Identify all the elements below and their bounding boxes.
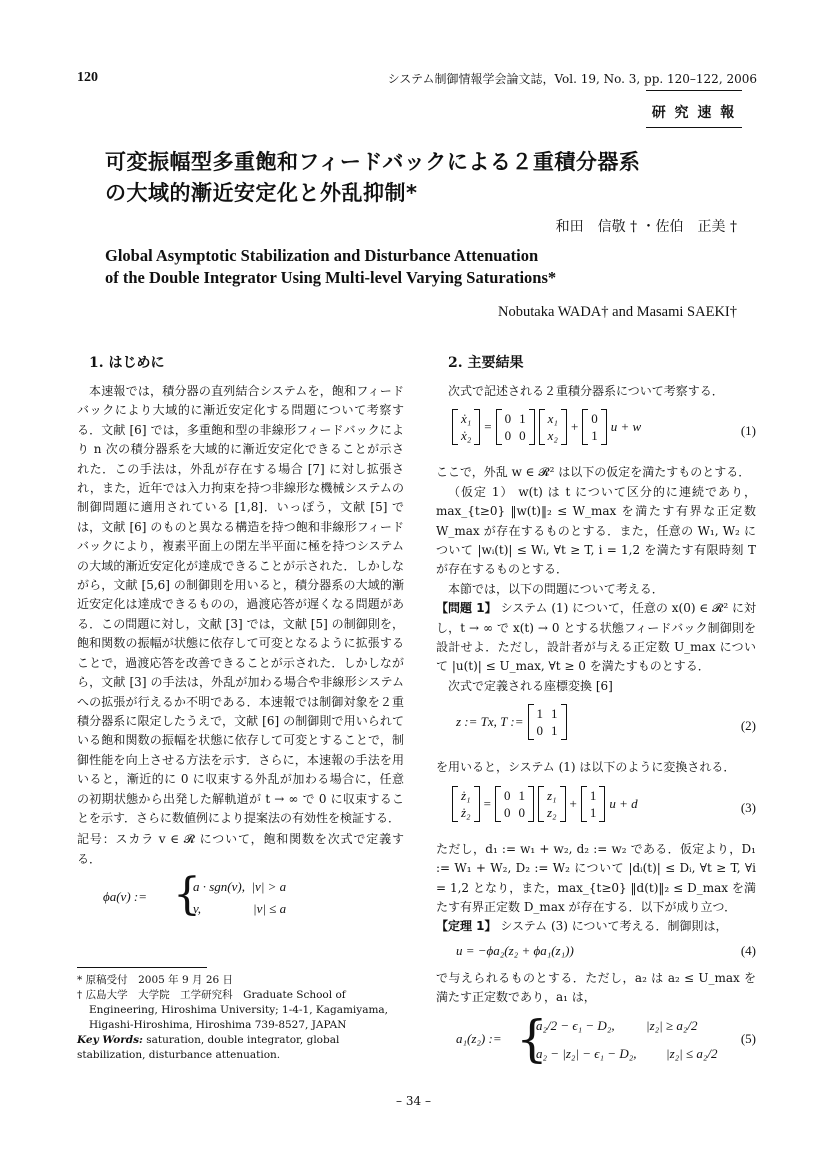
eq2-lhs: z := Tx, T :=	[456, 714, 524, 730]
eq5-brace: {	[516, 1009, 548, 1068]
saturation-definition	[77, 869, 404, 925]
equation-3: ż₁ ż₂ = 0 1 0 0 z₁ z₂ + 1 1 u + d (3)	[436, 784, 756, 834]
eq5-case2-cond: |z₂| ≤ a₂/2	[666, 1045, 718, 1061]
eq5-case1-cond: |z₂| ≥ a₂/2	[646, 1017, 698, 1033]
eq3-number: (3)	[740, 799, 756, 815]
problem-1	[436, 599, 756, 677]
footer-page: – 34 –	[396, 1094, 431, 1108]
results-intro: 次式で記述される２重積分器系について考察する．	[448, 384, 724, 398]
notation-paragraph: 記号：スカラ v ∈ 𝓡 について，飽和関数を次式で定義する．	[77, 832, 404, 866]
left-column	[77, 352, 404, 925]
sat-case1: a · sgn(v), |v| > a	[193, 879, 287, 895]
equation-2: z := Tx, T := 1 1 0 1 (2)	[456, 706, 756, 739]
eq4-number: (4)	[740, 942, 756, 958]
problem-text: システム (1) について，任意の x(0) ∈ 𝓡² に対し，t → ∞ で x(t) → 0 とする状態フィードバック制御則を設計せよ．ただし，設計者が与える正定数 U_max について |u(t)| ≤ U_max, ∀t ≥ 0 を満たすものとする．	[436, 601, 757, 674]
equation-1: ẋ₁ ẋ₂ = 0 1 0 0 x₁ x₂ + 0 1 u + w (1)	[436, 407, 756, 457]
title-en-line2: of the Double Integrator Using Multi-level Varying Saturations*	[105, 268, 557, 287]
eq4-body: u = −ϕa₂(z₂ + ϕa₁(z₁))	[456, 942, 574, 958]
assumption-1: （仮定 1） w(t) は t について区分的に連続であり，max_{t≥0} ‖w(t)‖₂ ≤ W_max を満たす有界な正定数 W_max が存在するものとする．また，任意の W₁, W₂ について |wᵢ(t)| ≤ Wᵢ, ∀t ≥ T, i = 1,2 を満たす有限時刻 T が存在するものとする．	[436, 484, 756, 577]
theorem-1	[436, 917, 756, 936]
right-column	[436, 352, 756, 1070]
after-eq2: を用いると，システム (1) は以下のように変換される．	[436, 760, 736, 775]
eq1-number: (1)	[740, 423, 756, 439]
theorem-label: 【定理 1】	[436, 919, 497, 934]
page-number: 120	[77, 70, 98, 85]
title-ja-line2: の大域的漸近安定化と外乱抑制*	[105, 181, 418, 205]
keywords: saturation, double integrator, global stabilization, disturbance attenuation.	[77, 1034, 340, 1061]
sat-brace: {	[173, 869, 201, 921]
problem-label: 【問題 1】	[436, 601, 497, 616]
eq5-lhs: a₁(z₂) :=	[456, 1030, 502, 1046]
transform-intro: 次式で定義される座標変換 [6]	[448, 678, 613, 693]
eq1-tail: u + w	[610, 419, 642, 435]
eq5-case1-expr: a₂/2 − ϵ₁ − D₂,	[536, 1017, 615, 1033]
intro-paragraph: 本速報では，積分器の直列結合システムを，飽和フィードバックにより大域的に漸近安定化する問題について考察する．文献 [6] では，多重飽和型の非線形フィードバックにより n 次の積分器系を大域的に漸近安定化できることが示された．この手法は，外乱が存在する場合 [7] に対し拡張され，また，近年では入力拘束を持つ非線形な機械システムの制御問題に適用されている [1,8]．いっぽう，文献 [5] では，文献 [6] のものと異なる構造を持つ飽和非線形フィードバックにより，複素平面上の閉左半平面に極を持つシステムの大域的漸近安定化が達成できることが示された．しかしながら，文献 [5,6] の制御則を用いると，積分器系の大域的漸近安定化は達成できるものの，過渡応答が遅くなる問題がある．この問題に対し，文献 [3] では，文献 [5] の制御則を，飽和関数の振幅が状態に依存して可変となるように拡張することで，過渡応答を改善できることが示された．しかしながら，文献 [3] の手法は，外乱が加わる場合や非線形システムへの拡張が行えるか不明である．本速報では制御対象を２重積分器系に限定したうえで，文献 [6] の制御則で用いられている飽和関数の振幅を状態に依存して可変とすることで，制御性能を向上させる方法を示す．さらに，本速報の手法を用いると，漸近的に 0 に収束する外乱が加わる場合に，任意の初期状態から出発した解軌道が t → ∞ で 0 に収束することを示す．さらに数値例により提案法の有効性を検証する．	[77, 384, 404, 825]
footnote-rule	[77, 967, 207, 968]
authors-ja: 和田 信敬 † ・佐伯 正美 †	[555, 219, 737, 235]
sat-lhs: ϕa(v) :=	[103, 889, 148, 905]
eq2-number: (2)	[740, 718, 756, 734]
eq5-case2-expr: a₂ − |z₂| − ϵ₁ − D₂,	[536, 1045, 637, 1061]
assumption-intro: ここで，外乱 w ∈ 𝓡² は以下の仮定を満たすものとする．	[436, 465, 751, 480]
footnote-affiliation: † 広島大学 大学院 工学研究科 Graduate School of Engineering, Hiroshima University; 1-4-1, Kagamiyama, Higashi-Hiroshima, Hiroshima 739-8527, JAPAN	[77, 989, 389, 1031]
category-label: 研 究 速 報	[651, 105, 737, 121]
sat-case2: v, |v| ≤ a	[193, 901, 287, 917]
footnote-received: * 原稿受付 2005 年 9 月 26 日	[77, 974, 234, 986]
eq5-number: (5)	[740, 1030, 756, 1046]
footnotes	[77, 973, 404, 1063]
eq3-tail: u + d	[609, 795, 638, 811]
category-rule	[646, 90, 742, 91]
equation-5	[436, 1009, 756, 1070]
category-rule-bottom	[646, 127, 742, 128]
title-ja-line1: 可変振幅型多重飽和フィードバックによる２重積分器系	[105, 150, 641, 174]
section-heading-intro: 1. はじめに	[89, 355, 165, 371]
after-eq4: で与えられるものとする．ただし，a₂ は a₂ ≤ U_max を満たす正定数であり，a₁ は，	[436, 970, 756, 1005]
authors-en: Nobutaka WADA† and Masami SAEKI†	[498, 304, 737, 320]
title-en-line1: Global Asymptotic Stabilization and Disturbance Attenuation	[105, 246, 539, 265]
theorem-text: システム (3) について考える．制御則は，	[500, 919, 728, 934]
section-heading-results: 2. 主要結果	[448, 355, 524, 371]
keywords-label: Key Words:	[77, 1034, 143, 1046]
after-eq3: ただし，d₁ := w₁ + w₂, d₂ := w₂ である．仮定より，D₁ := W₁ + W₂, D₂ := W₂ について |dᵢ(t)| ≤ Dᵢ, ∀t ≥ T, ∀i = 1,2 となり，また，max_{t≥0} ‖d(t)‖₂ ≤ D_max を満たす有界正定数 D_max が存在する．以下が成り立つ．	[436, 841, 756, 914]
problem-intro: 本節では，以下の問題について考える．	[448, 581, 664, 596]
journal-citation: システム制御情報学会論文誌，Vol. 19, No. 3, pp. 120–122, 2006	[387, 72, 757, 86]
equation-4	[436, 940, 756, 966]
